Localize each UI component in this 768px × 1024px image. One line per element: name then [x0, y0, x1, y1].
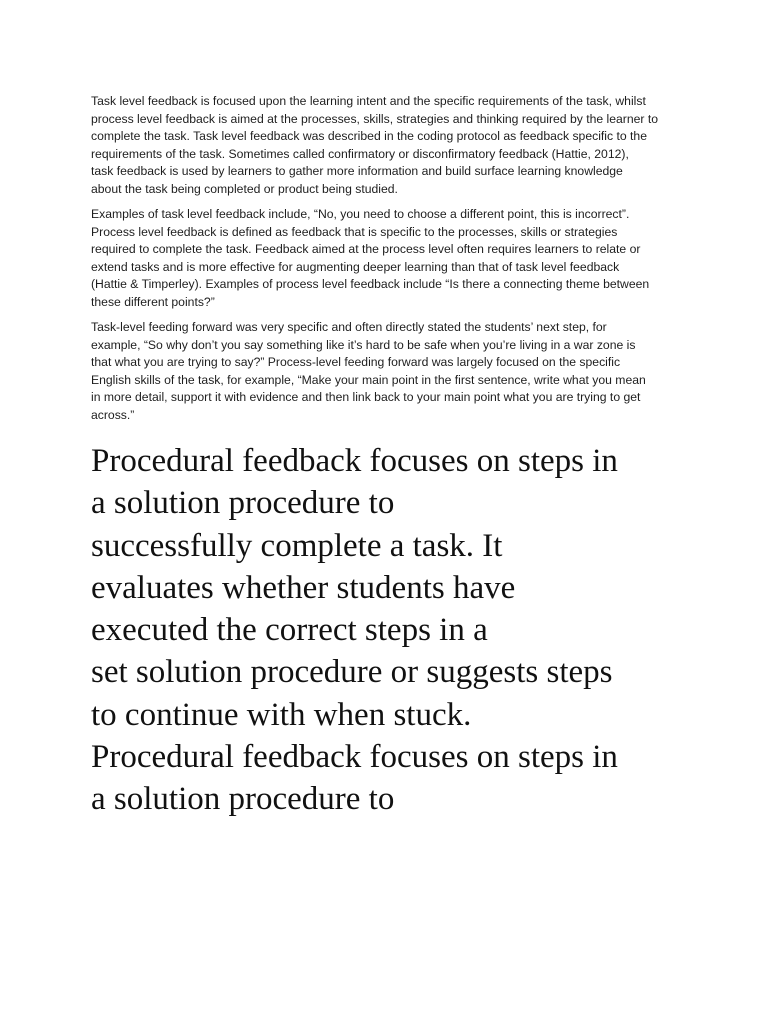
text-line: about the task being completed or product being studied. — [91, 181, 398, 196]
text-line: Task level feedback is focused upon the learning intent and the specific requirements of the task, whilst — [91, 94, 646, 108]
large-text-line: Procedural feedback focuses on steps in — [91, 739, 618, 776]
text-line: in more detail, support it with evidence and then link back to your main point what you are trying to get — [91, 390, 641, 404]
text-line: required to complete the task. Feedback aimed at the process level often requires learners to relate or — [91, 242, 641, 256]
text-line: that what you are trying to say?” Process-level feeding forward was largely focused on the specific — [91, 355, 621, 369]
procedural-feedback-large-text — [91, 440, 751, 821]
large-text-line: Procedural feedback focuses on steps in — [91, 443, 618, 479]
large-text-line: a solution procedure to — [91, 781, 395, 818]
text-line: extend tasks and is more effective for augmenting deeper learning than that of task level feedback — [91, 259, 620, 274]
text-line: these different points?” — [91, 294, 215, 309]
large-text-line: a solution procedure to — [91, 485, 395, 522]
text-line: Process level feedback is defined as feedback that is specific to the processes, skills or strategies — [91, 224, 618, 239]
text-line: process level feedback is aimed at the processes, skills, strategies and thinking required by the learner to — [91, 111, 659, 126]
text-line: English skills of the task, for example, “Make your main point in the first sentence, write what you mean — [91, 372, 646, 387]
large-text-line: set solution procedure or suggests steps — [91, 654, 613, 691]
text-line: Task-level feeding forward was very specific and often directly stated the students’ next step, for — [91, 320, 607, 334]
large-text-line: executed the correct steps in a — [91, 612, 488, 649]
text-line: Examples of task level feedback include, “No, you need to choose a different point, this is incorrect”. — [91, 207, 630, 221]
paragraph-feeding-forward — [91, 319, 691, 424]
body-text-block — [91, 93, 691, 432]
text-line: (Hattie & Timperley). Examples of process level feedback include “Is there a connecting theme between — [91, 277, 650, 291]
paragraph-task-level-feedback — [91, 93, 691, 198]
large-text-line: to continue with when stuck. — [91, 696, 472, 733]
text-line: requirements of the task. Sometimes called confirmatory or disconfirmatory feedback (Hattie, 2012), — [91, 146, 629, 161]
text-line: example, “So why don’t you say something like it’s hard to be safe when you’re living in a war zone is — [91, 337, 636, 352]
text-line: across.” — [91, 407, 135, 422]
large-text-line: successfully complete a task. It — [91, 527, 503, 564]
text-line: complete the task. Task level feedback was described in the coding protocol as feedback specific to the — [91, 129, 647, 143]
paragraph-feedback-examples — [91, 206, 691, 311]
text-line: task feedback is used by learners to gather more information and build surface learning knowledge — [91, 164, 623, 178]
large-text-line: evaluates whether students have — [91, 569, 516, 606]
